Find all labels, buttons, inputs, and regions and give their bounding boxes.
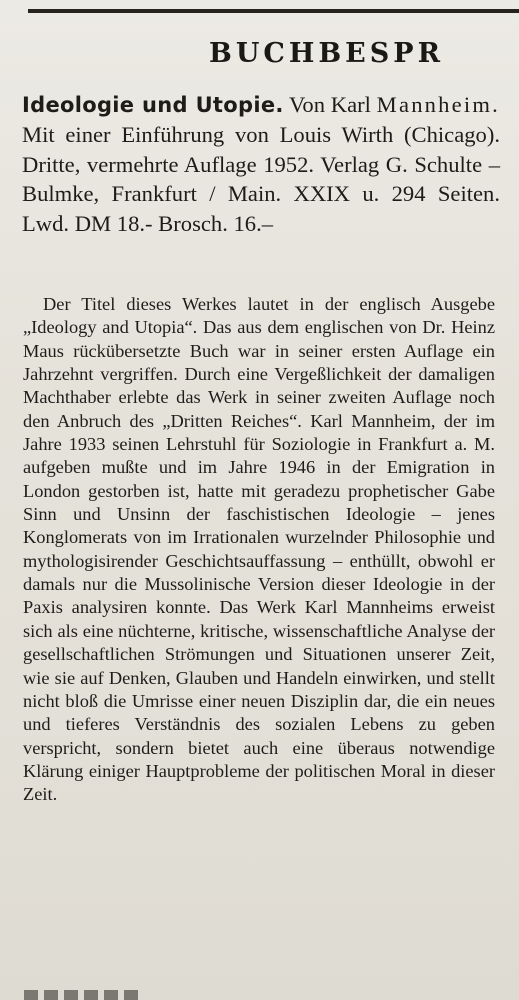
review-body: Der Titel dieses Werkes lautet in der englisch Ausgebe „Ideology and Utopia“. Das aus dem englischen von Dr. Heinz Maus rückübersetzte Buch war in seiner ersten Auflage ein Jahrzehnt vergriffen. Durch eine Vergeßlichkeit der damaligen Machthaber erlebte das Werk in seiner zweiten Auflage noch den Anbruch des „Dritten Reiches“. Karl Mannheim, der im Jahre 1933 seinen Lehrstuhl für Soziologie in Frankfurt a. M. aufgeben mußte und im Jahre 1946 in der Emigration in London gestorben ist, hatte mit geradezu prophetischer Gabe Sinn und Unsinn der faschistischen Ideologie – jenes Konglomerats von im Irrationalen wurzelnder Philosophie und mythologisirender Geschichtsauffassung – enthüllt, obwohl er damals nur die Mussolinische Version dieser Ideologie in der Paxis analysiren konnte. Das Werk Karl Mannheims erweist sich als eine nüchterne, kritische, wissenschaftliche Analyse der gesellschaftlichen Strömungen und Situationen unserer Zeit, wie sie auf Denken, Glauben und Handeln einwirken, und stellt nicht bloß die Umrisse einer neuen Disziplin dar, die ein neues und tieferes Verständnis des sozialen Lebens zu geben verspricht, sondern bietet auch eine überaus notwendige Klärung einiger Hauptprobleme der politischen Moral in dieser Zeit.	[23, 294, 495, 805]
book-by: Von Karl	[289, 92, 371, 117]
book-author: Mannheim.	[376, 92, 501, 117]
book-entry	[22, 90, 500, 238]
top-rule	[28, 9, 519, 13]
book-details: Mit einer Einführung von Louis Wirth (Chicago). Dritte, vermehrte Auflage 1952. Verlag G. Schulte – Bulmke, Frankfurt / Main. XXIX u. 294 Seiten. Lwd. DM 18.- Brosch. 16.–	[22, 122, 500, 236]
section-heading: BUCHBESPR	[209, 38, 445, 69]
book-title: Ideologie und Utopie.	[22, 93, 284, 117]
cut-off-text-fragment	[24, 990, 144, 1000]
